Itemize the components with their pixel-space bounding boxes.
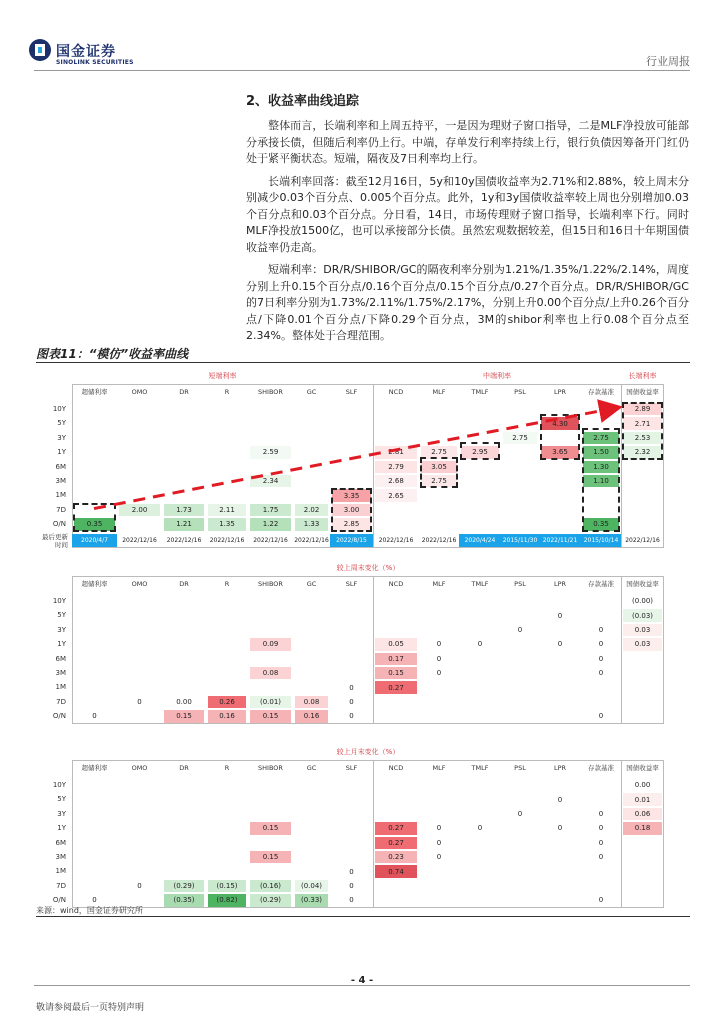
section-label: 短端利率 [208, 372, 237, 380]
row-label: O/N [52, 520, 66, 529]
data-cell: 0 [557, 611, 563, 620]
paragraph-2: 长端利率回落：截至12月16日，5y和10y国债收益率为2.71%和2.88%，较上周末分别减少0.03个百分点、0.005个百分点。此外，1y和3y国债收益率较上周也分别增加0.03个百分点和0.03个百分点。分日看，14日，市场传理财子窗口指导，长端利率下行。同时MLF净投放1500亿，也可以承接部分长债。虽然宏观数据较差，但15日和16日十年期国债收益率仍走高。 [246, 174, 689, 254]
data-cell: 0.08 [295, 696, 328, 708]
row-label: 10Y [52, 405, 66, 413]
column-header: 国债收益率 [626, 580, 659, 588]
data-cell: (0.03) [623, 609, 662, 621]
row-label: 1Y [57, 448, 66, 457]
data-cell: 0.01 [623, 793, 662, 805]
section-label: 长端利率 [628, 372, 657, 380]
data-cell: 1.75 [250, 504, 291, 516]
row-label: 1M [55, 867, 66, 876]
column-header: TMLF [471, 388, 489, 396]
data-cell: 1.33 [295, 518, 328, 530]
data-cell: 0 [598, 669, 604, 678]
data-cell: 2.81 [375, 446, 417, 458]
data-cell: (0.82) [208, 894, 246, 906]
data-cell: 0.27 [375, 822, 417, 834]
footer-disclaimer: 敬请参阅最后一页特别声明 [36, 1003, 145, 1013]
logo-cn-text: 国金证券 [56, 44, 116, 60]
data-cell: 0.00 [176, 697, 192, 706]
row-label: 10Y [52, 597, 66, 605]
update-date-cell: 2020/4/7 [72, 534, 117, 547]
data-cell: (0.29) [164, 880, 204, 892]
data-cell: 0 [92, 896, 97, 905]
column-header: MLF [432, 580, 446, 588]
column-header: 超储利率 [81, 388, 108, 396]
paragraph-3: 短端利率：DR/R/SHIBOR/GC的隔夜利率分别为1.21%/1.35%/1.22%/2.14%，周度分别上升0.15个百分点/0.16个百分点/0.15个百分点/0.27个百分点。DR/R/SHIBOR/GC的7日利率分别为1.73%/2.11%/1.75%/2.17%，分别上升0.00个百分点/上升0.26个百分点/下降0.01个百分点/下降0.29个百分点，3M的shibor利率也上行0.08个百分点至2.34%。整体处于合理范围。 [246, 263, 689, 342]
row-label: 7D [56, 881, 66, 890]
data-cell: 2.68 [375, 475, 417, 487]
data-cell: 2.75 [421, 475, 457, 487]
data-cell: 0.16 [295, 710, 328, 722]
update-date-cell: 2022/12/16 [421, 536, 457, 544]
row-label: 6M [55, 838, 66, 847]
data-cell: 0 [557, 824, 563, 833]
data-cell: 0.06 [623, 808, 662, 820]
footer-divider [34, 985, 690, 986]
data-cell: 0 [436, 654, 442, 663]
data-cell: 0 [349, 697, 354, 706]
data-cell: 0 [598, 712, 604, 721]
column-header: SHIBOR [258, 388, 283, 396]
row-label: 3Y [57, 433, 66, 442]
data-cell: 3.35 [332, 489, 371, 501]
column-header: R [224, 388, 230, 396]
data-cell: 0 [598, 853, 604, 862]
row-label: 1Y [57, 824, 66, 833]
row-label: 6M [55, 462, 66, 471]
data-cell: 1.50 [583, 446, 619, 458]
data-cell: 0 [598, 896, 604, 905]
row-label: 3M [55, 853, 66, 861]
data-cell: 1.30 [583, 461, 619, 473]
row-label: 6M [55, 654, 66, 663]
data-cell: 0 [477, 824, 483, 833]
data-cell: (0.15) [208, 880, 246, 892]
data-cell: 0 [349, 867, 354, 876]
row-label: 3M [55, 669, 66, 677]
data-cell: 0.15 [164, 710, 204, 722]
data-cell: 0 [349, 683, 354, 692]
column-header: 存款基准 [588, 388, 614, 396]
column-header: SHIBOR [258, 764, 283, 772]
data-cell: 0.23 [375, 851, 417, 863]
update-date-cell: 2020/4/24 [459, 534, 501, 547]
row-label: 10Y [52, 781, 66, 789]
data-cell: 0.35 [74, 518, 115, 530]
data-cell: 2.85 [332, 518, 371, 530]
data-cell: 1.21 [164, 518, 204, 530]
update-date-cell: 2015/11/30 [501, 534, 539, 547]
column-header: GC [306, 580, 317, 588]
data-cell: 0 [349, 881, 354, 890]
data-cell: 0 [598, 838, 604, 847]
data-cell: 0.03 [623, 624, 662, 636]
data-cell: 0.09 [250, 638, 291, 650]
update-date-cell: 2022/12/16 [166, 536, 202, 544]
data-cell: 2.95 [461, 446, 499, 458]
column-header: LPR [553, 388, 567, 396]
column-header: GC [306, 764, 317, 772]
column-header: SLF [345, 388, 358, 396]
section-label: 中端利率 [483, 372, 511, 380]
column-header: DR [179, 764, 189, 772]
data-cell: 0 [598, 640, 604, 649]
column-header: SLF [345, 580, 358, 588]
data-cell: 0.27 [375, 837, 417, 849]
column-header: DR [179, 388, 189, 396]
column-header: LPR [553, 580, 567, 588]
data-cell: 0 [517, 809, 523, 818]
column-header: GC [306, 388, 317, 396]
date-row-label: 最后更新时间 [42, 532, 68, 549]
data-cell: 0 [598, 625, 604, 634]
data-cell: 0.17 [375, 653, 417, 665]
data-cell: 0 [598, 824, 604, 833]
data-cell: 0.27 [375, 681, 417, 693]
row-label: 3Y [57, 809, 66, 818]
data-cell: 2.75 [421, 446, 457, 458]
data-cell: (0.16) [250, 880, 291, 892]
column-header: SLF [345, 764, 358, 772]
data-cell: 0.03 [623, 638, 662, 650]
column-header: LPR [553, 764, 567, 772]
row-label: 1Y [57, 640, 66, 649]
column-header: 超储利率 [81, 764, 108, 772]
data-cell: 1.35 [208, 518, 246, 530]
data-cell: 0.15 [250, 710, 291, 722]
figure-bottom-divider [36, 916, 690, 917]
logo-en-text: SINOLINK SECURITIES [56, 59, 134, 66]
row-label: 3M [55, 477, 66, 485]
data-cell: 2.59 [250, 446, 291, 458]
data-cell: 0.74 [375, 865, 417, 877]
row-label: 5Y [57, 611, 66, 620]
column-header: OMO [131, 580, 148, 588]
column-header: MLF [432, 388, 446, 396]
update-date-cell: 2022/12/16 [294, 536, 329, 544]
data-cell: 3.05 [421, 461, 457, 473]
row-label: 1M [55, 491, 66, 500]
data-cell: 0 [598, 654, 604, 663]
update-date-cell: 2022/12/16 [209, 536, 245, 544]
update-date-cell: 2022/8/15 [330, 534, 373, 547]
data-cell: 0 [436, 640, 442, 649]
data-cell: 4.30 [541, 417, 579, 429]
data-cell: 0 [557, 795, 563, 804]
row-label: O/N [52, 712, 66, 721]
data-cell: 0 [349, 712, 354, 721]
data-cell: 2.65 [375, 489, 417, 501]
data-cell: 0.16 [208, 710, 246, 722]
update-date-cell: 2022/12/16 [625, 536, 660, 544]
data-cell: 2.00 [119, 504, 160, 516]
data-cell: 0 [436, 853, 442, 862]
column-header: 超储利率 [81, 580, 108, 588]
table-title: 较上周末变化（%） [336, 564, 400, 572]
data-cell: 0.05 [375, 638, 417, 650]
column-header: OMO [131, 764, 148, 772]
update-date-cell: 2015/10/14 [581, 534, 621, 547]
data-cell: 0.26 [208, 696, 246, 708]
data-cell: 0 [557, 640, 563, 649]
data-cell: 2.75 [503, 432, 537, 444]
row-label: 5Y [57, 795, 66, 804]
update-date-cell: 2022/11/21 [539, 534, 581, 547]
data-cell: 0.15 [375, 667, 417, 679]
data-cell: 0.35 [583, 518, 619, 530]
data-cell: 2.02 [295, 504, 328, 516]
row-label: 3Y [57, 625, 66, 634]
data-cell: 0 [517, 625, 523, 634]
data-cell: 1.22 [250, 518, 291, 530]
column-header: 存款基准 [588, 764, 614, 772]
data-cell: (0.29) [250, 894, 291, 906]
data-cell: 0 [436, 669, 442, 678]
column-header: PSL [514, 764, 526, 772]
table-title: 较上月末变化（%） [336, 748, 400, 756]
section-title: 2、收益率曲线追踪 [246, 94, 360, 109]
data-cell: 0.00 [634, 781, 651, 790]
data-cell: (0.35) [164, 894, 204, 906]
column-header: NCD [388, 764, 404, 772]
column-header: DR [179, 580, 189, 588]
column-header: PSL [514, 580, 526, 588]
data-cell: 2.71 [623, 417, 662, 429]
data-cell: 0 [436, 824, 442, 833]
column-header: PSL [514, 388, 526, 396]
data-cell: 2.11 [208, 504, 246, 516]
row-label: 1M [55, 683, 66, 692]
data-cell: 2.53 [623, 432, 662, 444]
data-cell: (0.01) [250, 696, 291, 708]
column-header: OMO [131, 388, 148, 396]
data-cell: 2.32 [623, 446, 662, 458]
data-cell: (0.04) [295, 880, 328, 892]
data-cell: 0 [477, 640, 483, 649]
data-cell: (0.33) [295, 894, 328, 906]
column-header: R [224, 580, 230, 588]
column-header: R [224, 764, 230, 772]
row-label: 7D [56, 697, 66, 706]
update-date-cell: 2022/12/16 [253, 536, 288, 544]
source-note: 来源：wind，国金证券研究所 [36, 906, 143, 915]
update-date-cell: 2022/12/16 [122, 536, 157, 544]
data-cell: 0 [349, 896, 354, 905]
curve-arrow-path [94, 408, 617, 509]
report-type: 行业周报 [646, 55, 690, 68]
column-header: NCD [388, 388, 404, 396]
data-cell: 0 [137, 881, 142, 890]
data-cell: (0.00) [631, 597, 654, 606]
column-header: 存款基准 [588, 580, 614, 588]
column-header: TMLF [471, 580, 489, 588]
data-cell: 1.73 [164, 504, 204, 516]
column-header: TMLF [471, 764, 489, 772]
row-label: O/N [52, 896, 66, 905]
row-label: 7D [56, 505, 66, 514]
data-cell: 3.00 [332, 504, 371, 516]
data-cell: 0 [92, 712, 97, 721]
data-cell: 0 [598, 809, 604, 818]
data-cell: 0 [436, 838, 442, 847]
column-header: MLF [432, 764, 446, 772]
data-cell: 0 [137, 697, 142, 706]
paragraph-1: 整体而言，长端利率和上周五持平，一是因为理财子窗口指导，二是MLF净投放可能部分承接长债，但随后利率仍上行。中端，存单发行利率持续上行，银行负债因筹备开门红仍处于紧平衡状态。短端，隔夜及7日利率均上行。 [246, 119, 689, 165]
data-cell: 2.89 [623, 403, 662, 415]
data-cell: 2.34 [250, 475, 291, 487]
column-header: 国债收益率 [626, 388, 659, 396]
data-cell: 0.15 [250, 851, 291, 863]
update-date-cell: 2022/12/16 [378, 536, 414, 544]
data-cell: 0.18 [623, 822, 662, 834]
row-label: 5Y [57, 419, 66, 428]
data-cell: 2.79 [375, 461, 417, 473]
data-cell: 3.65 [541, 446, 579, 458]
data-cell: 2.75 [583, 432, 619, 444]
data-cell: 0.08 [250, 667, 291, 679]
column-header: NCD [388, 580, 404, 588]
figure-title: 图表11：“模仿”收益率曲线 [36, 347, 189, 361]
data-cell: 1.10 [583, 475, 619, 487]
page-number: - 4 - [350, 975, 374, 986]
column-header: 国债收益率 [626, 764, 659, 772]
column-header: SHIBOR [258, 580, 283, 588]
data-cell: 0.15 [250, 822, 291, 834]
